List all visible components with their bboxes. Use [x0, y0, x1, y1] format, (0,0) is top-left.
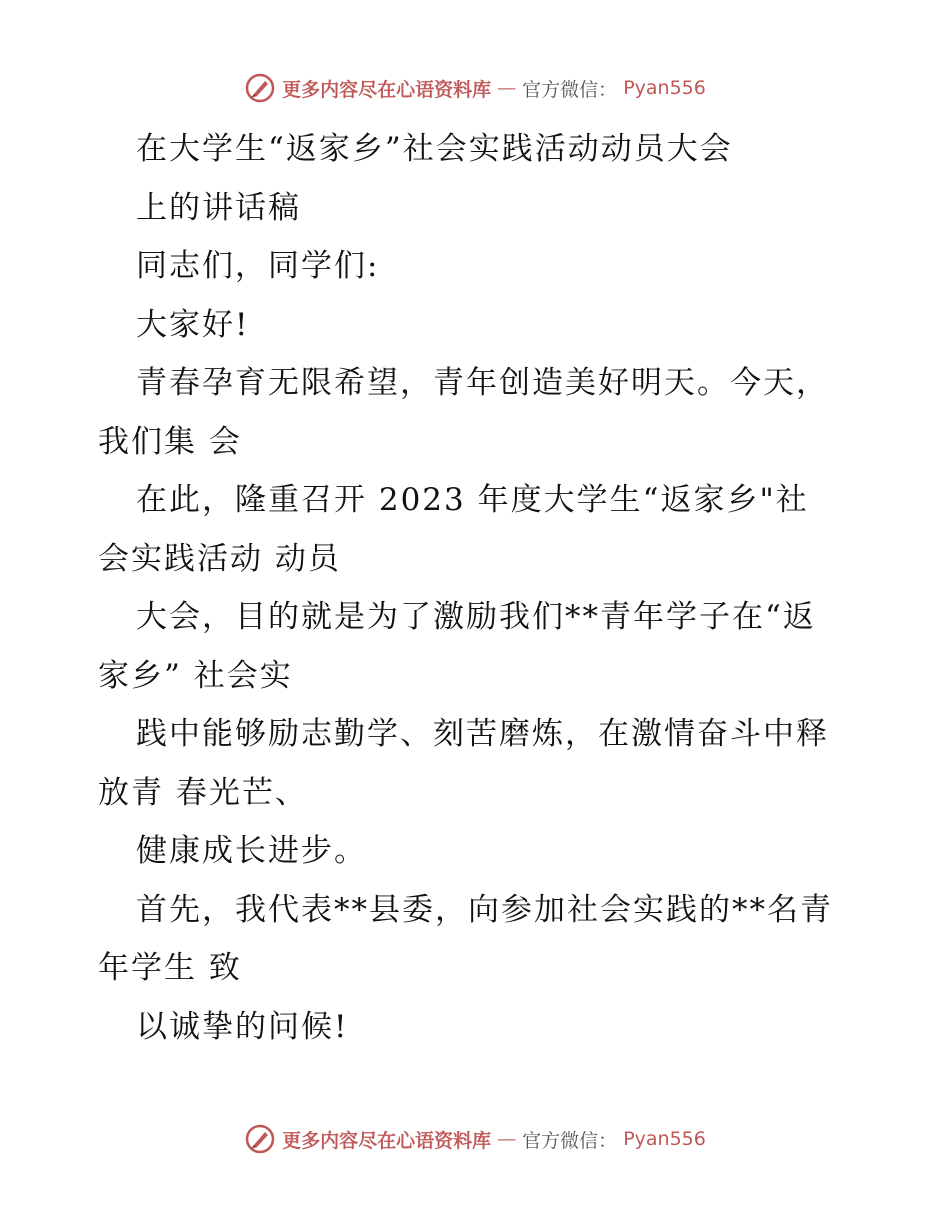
text-line-2: 上的讲话稿	[136, 189, 301, 226]
watermark-official-label: 官方微信：	[522, 1129, 618, 1152]
document-body	[98, 120, 858, 1056]
text-line-9: 大会，目的就是为了激励我们**青年学子在“返	[136, 599, 816, 635]
watermark-brand: 更多内容尽在心语资料库	[282, 1129, 492, 1152]
text-line-13: 健康成长进步。	[136, 833, 367, 869]
text-line-3: 同志们，同学们:	[136, 248, 380, 284]
text-line-14: 首先，我代表**县委，向参加社会实践的**名青	[136, 891, 833, 928]
watermark-dash: —	[497, 1128, 517, 1150]
watermark-brand: 更多内容尽在心语资料库	[282, 78, 492, 101]
pen-logo-icon	[244, 72, 276, 104]
pen-logo-icon	[244, 1123, 276, 1155]
text-line-15: 年学生 致	[98, 950, 242, 986]
text-line-16: 以诚挚的问候!	[136, 1008, 349, 1045]
watermark-wechat-id: Pyan556	[623, 77, 706, 99]
text-line-8: 会实践活动 动员	[98, 540, 341, 577]
text-line-10: 家乡” 社会实	[98, 657, 293, 694]
text-line-7: 在此，隆重召开 2023 年度大学生“返家乡"社	[136, 482, 809, 518]
text-line-12: 放青 春光芒、	[98, 774, 308, 811]
watermark-official-label: 官方微信：	[522, 78, 618, 101]
text-line-6: 我们集 会	[98, 423, 242, 460]
text-line-4: 大家好!	[136, 306, 250, 343]
watermark-dash: —	[497, 77, 517, 99]
text-line-1: 在大学生“返家乡”社会实践活动动员大会	[136, 131, 733, 167]
text-line-5: 青春孕育无限希望，青年创造美好明天。今天，	[136, 365, 829, 401]
watermark-wechat-id: Pyan556	[623, 1128, 706, 1150]
text-line-11: 践中能够励志勤学、刻苦磨炼，在激情奋斗中释	[136, 716, 829, 752]
footer-watermark	[0, 1123, 950, 1155]
header-watermark	[0, 72, 950, 104]
